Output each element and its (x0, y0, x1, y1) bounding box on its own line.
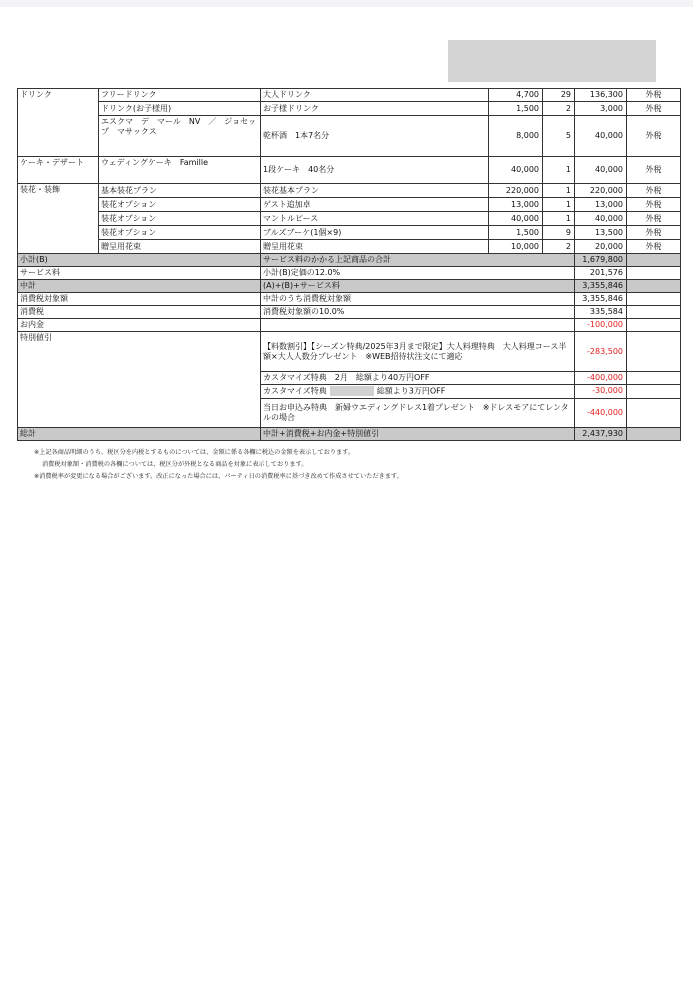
summary-amount: -100,000 (575, 319, 627, 332)
unit-price-cell: 220,000 (489, 184, 543, 198)
redacted-header-block (448, 40, 656, 82)
discount-amount: -30,000 (575, 385, 627, 399)
table-row (18, 226, 681, 240)
subcategory-cell: フリードリンク (99, 89, 261, 102)
unit-price-cell: 4,700 (489, 89, 543, 102)
summary-amount: 1,679,800 (575, 254, 627, 267)
summary-description: (A)+(B)+サービス料 (261, 280, 575, 293)
tax-type-cell: 外税 (627, 102, 681, 116)
quantity-cell: 1 (543, 184, 575, 198)
tax-type-cell: 外税 (627, 184, 681, 198)
subtotal-b-row (18, 254, 681, 267)
discount-amount: -283,500 (575, 332, 627, 372)
summary-description: 小計(B)定価の12.0% (261, 267, 575, 280)
table-row (18, 240, 681, 254)
item-cell: 乾杯酒 1本7名分 (261, 116, 489, 157)
summary-blank (627, 280, 681, 293)
item-cell: 大人ドリンク (261, 89, 489, 102)
quantity-cell: 2 (543, 240, 575, 254)
summary-description: 中計のうち消費税対象額 (261, 293, 575, 306)
subcategory-cell: 基本装花プラン (99, 184, 261, 198)
discount-description: カスタマイズ特典 2月 総額より40万円OFF (261, 372, 575, 385)
tax-type-cell: 外税 (627, 116, 681, 157)
discount-description-start: カスタマイズ特典 (263, 386, 327, 396)
summary-blank (627, 319, 681, 332)
summary-description: 消費税対象額の10.0% (261, 306, 575, 319)
summary-blank (627, 398, 681, 427)
summary-description (261, 319, 575, 332)
table-row (18, 116, 681, 157)
footnote: 消費税対象額・消費税の各欄については、税区分が外税となる商品を対象に表示しております。 (42, 461, 308, 468)
discount-description: 当日お申込み特典 新婦ウエディングドレス1着プレゼント ※ドレスモアにてレンタルの場合 (261, 398, 575, 427)
quantity-cell: 1 (543, 157, 575, 184)
summary-blank (627, 306, 681, 319)
summary-label: 総計 (18, 427, 261, 440)
subcategory-cell: ウェディングケーキ Famille (99, 157, 261, 184)
summary-blank (627, 385, 681, 399)
category-cell: 装花・装飾 (18, 184, 99, 254)
table-row (18, 102, 681, 116)
table-row (18, 212, 681, 226)
item-cell: マントルピース (261, 212, 489, 226)
summary-description: 中計+消費税+お内金+特別値引 (261, 427, 575, 440)
summary-label: サービス料 (18, 267, 261, 280)
unit-price-cell: 1,500 (489, 102, 543, 116)
tax-type-cell: 外税 (627, 240, 681, 254)
redacted-text-block (330, 386, 374, 396)
summary-label: 小計(B) (18, 254, 261, 267)
deposit-row (18, 319, 681, 332)
summary-amount: 201,576 (575, 267, 627, 280)
discount-row (18, 332, 681, 372)
unit-price-cell: 8,000 (489, 116, 543, 157)
discount-label: 特別値引 (18, 332, 261, 428)
subcategory-cell: 装花オプション (99, 226, 261, 240)
quantity-cell: 5 (543, 116, 575, 157)
tax-type-cell: 外税 (627, 212, 681, 226)
summary-label: 消費税対象額 (18, 293, 261, 306)
amount-cell: 13,000 (575, 198, 627, 212)
quantity-cell: 9 (543, 226, 575, 240)
discount-amount: -440,000 (575, 398, 627, 427)
table-row (18, 89, 681, 102)
unit-price-cell: 1,500 (489, 226, 543, 240)
service-charge-row (18, 267, 681, 280)
amount-cell: 40,000 (575, 212, 627, 226)
tax-type-cell: 外税 (627, 157, 681, 184)
unit-price-cell: 13,000 (489, 198, 543, 212)
footnote: ※上記各商品明細のうち、税区分を内税とするものについては、金額に係る各欄に税込の金額を表示しております。 (34, 449, 355, 456)
unit-price-cell: 40,000 (489, 212, 543, 226)
discount-description: 【料数割引】【シーズン特典/2025年3月まで限定】大人料理特典 大人料理コース半額×大人人数分プレゼント ※WEB招待状注文にて適応 (261, 332, 575, 372)
footnote: ※消費税率が変更になる場合がございます。改正になった場合には、パーティ日の消費税率に基づき改めて作成させていただきます。 (34, 473, 403, 480)
unit-price-cell: 10,000 (489, 240, 543, 254)
summary-blank (627, 427, 681, 440)
summary-description: サービス料のかかる上記商品の合計 (261, 254, 575, 267)
summary-amount: 335,584 (575, 306, 627, 319)
subcategory-cell: エスクマ デ マール NV ／ ジョセップ マサックス (99, 116, 261, 157)
table-row (18, 157, 681, 184)
discount-description-end: 総額より3万円OFF (376, 386, 446, 396)
amount-cell: 40,000 (575, 116, 627, 157)
item-cell: ブルズブーケ(1個×9) (261, 226, 489, 240)
table-row (18, 184, 681, 198)
subcategory-cell: ドリンク(お子様用) (99, 102, 261, 116)
quantity-cell: 1 (543, 212, 575, 226)
quantity-cell: 29 (543, 89, 575, 102)
grand-total-row (18, 427, 681, 440)
amount-cell: 40,000 (575, 157, 627, 184)
table-row (18, 198, 681, 212)
amount-cell: 220,000 (575, 184, 627, 198)
document-page (0, 7, 693, 988)
summary-amount: 3,355,846 (575, 293, 627, 306)
consumption-tax-row (18, 306, 681, 319)
tax-type-cell: 外税 (627, 198, 681, 212)
amount-cell: 136,300 (575, 89, 627, 102)
summary-label: お内金 (18, 319, 261, 332)
item-cell: 装花基本プラン (261, 184, 489, 198)
taxable-amount-row (18, 293, 681, 306)
unit-price-cell: 40,000 (489, 157, 543, 184)
summary-blank (627, 267, 681, 280)
category-cell: ドリンク (18, 89, 99, 157)
category-cell: ケーキ・デザート (18, 157, 99, 184)
middle-total-row (18, 280, 681, 293)
quantity-cell: 1 (543, 198, 575, 212)
summary-label: 消費税 (18, 306, 261, 319)
amount-cell: 13,500 (575, 226, 627, 240)
summary-label: 中計 (18, 280, 261, 293)
item-cell: 贈呈用花束 (261, 240, 489, 254)
subcategory-cell: 贈呈用花束 (99, 240, 261, 254)
amount-cell: 20,000 (575, 240, 627, 254)
summary-blank (627, 332, 681, 372)
summary-blank (627, 372, 681, 385)
footnotes (34, 447, 674, 483)
summary-blank (627, 293, 681, 306)
tax-type-cell: 外税 (627, 226, 681, 240)
item-cell: ゲスト追加卓 (261, 198, 489, 212)
discount-description (261, 385, 575, 399)
estimate-table (17, 88, 681, 441)
tax-type-cell: 外税 (627, 89, 681, 102)
item-cell: お子様ドリンク (261, 102, 489, 116)
subcategory-cell: 装花オプション (99, 198, 261, 212)
amount-cell: 3,000 (575, 102, 627, 116)
summary-blank (627, 254, 681, 267)
discount-amount: -400,000 (575, 372, 627, 385)
summary-amount: 2,437,930 (575, 427, 627, 440)
item-cell: 1段ケーキ 40名分 (261, 157, 489, 184)
quantity-cell: 2 (543, 102, 575, 116)
summary-amount: 3,355,846 (575, 280, 627, 293)
subcategory-cell: 装花オプション (99, 212, 261, 226)
